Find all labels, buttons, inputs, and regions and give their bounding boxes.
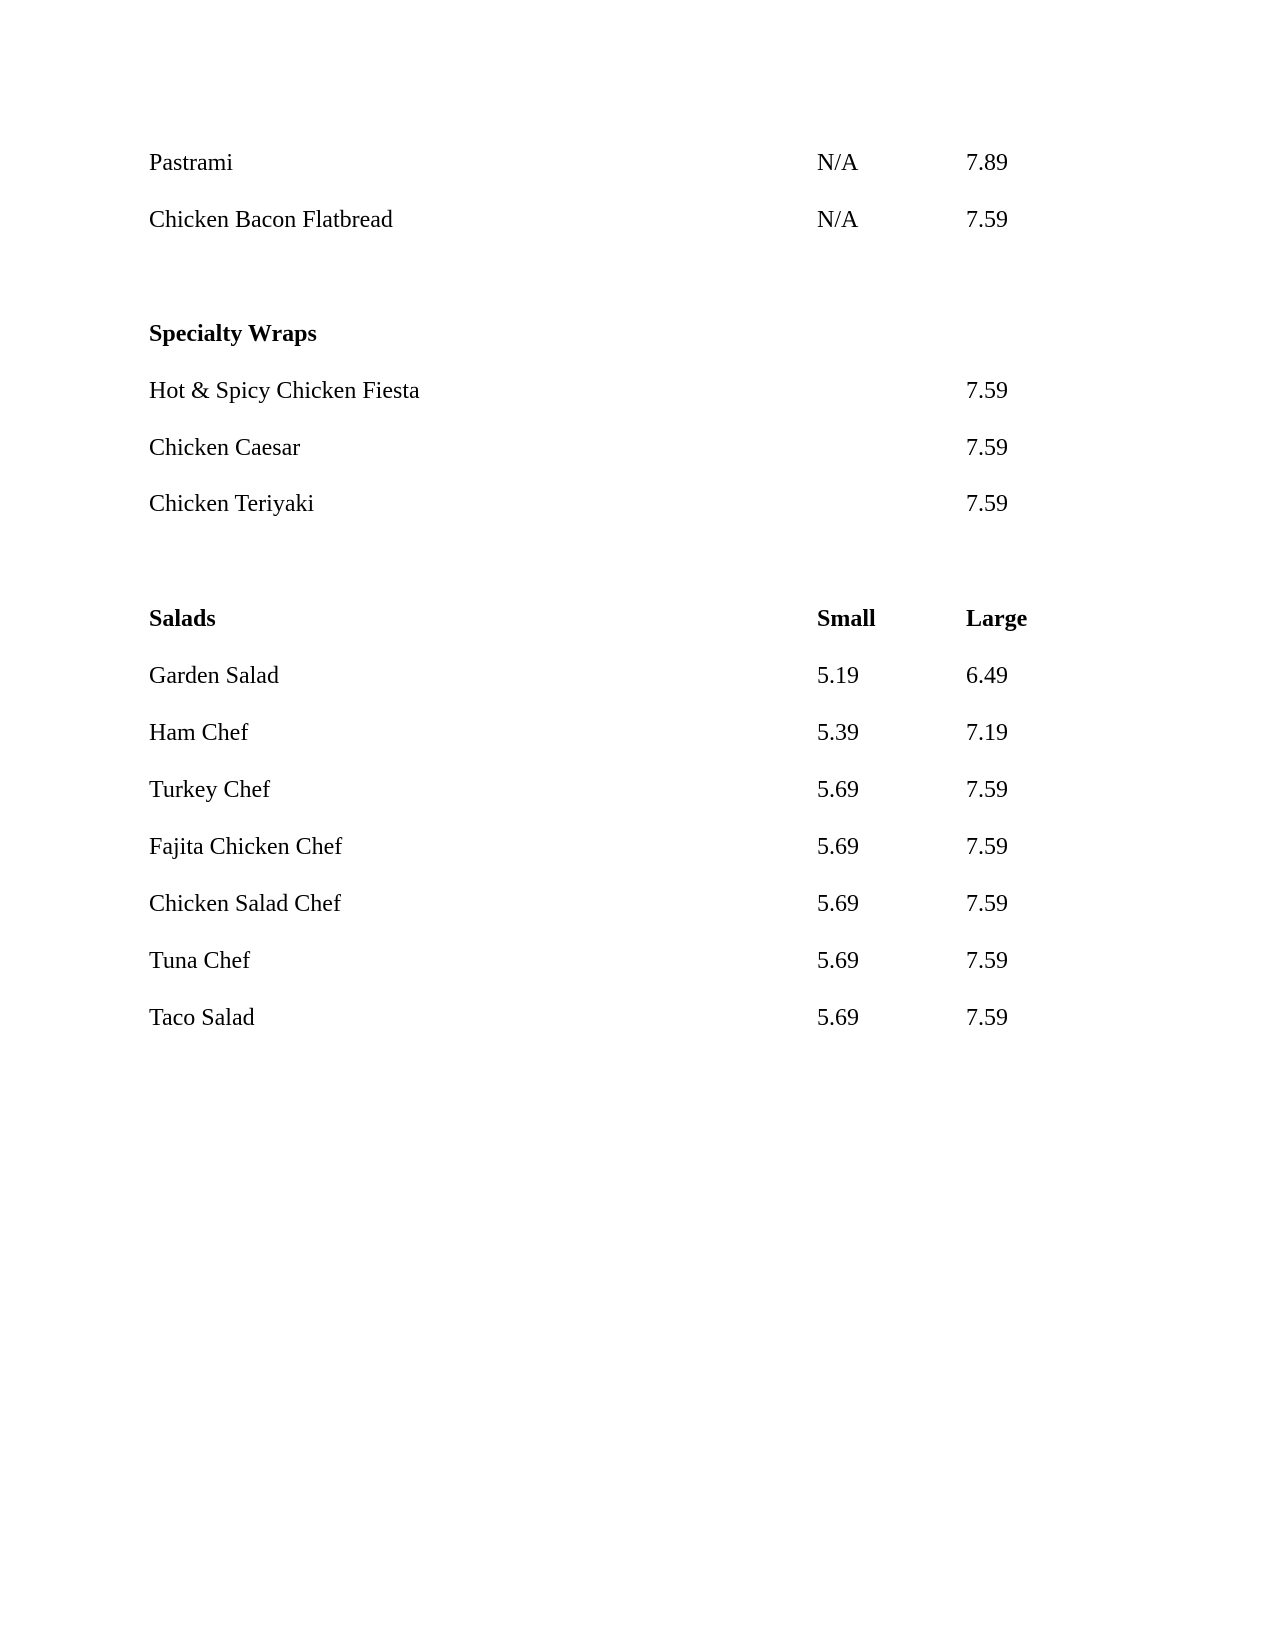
item-name: Chicken Teriyaki [149, 491, 315, 517]
menu-item-row [0, 371, 1275, 411]
section-title: Salads [149, 606, 216, 632]
item-price-small: 5.69 [817, 777, 859, 803]
item-price-large: 7.59 [966, 207, 1008, 233]
column-header-large: Large [966, 606, 1028, 632]
menu-item-row [0, 998, 1275, 1038]
item-name: Fajita Chicken Chef [149, 834, 343, 860]
item-name: Hot & Spicy Chicken Fiesta [149, 378, 420, 404]
menu-item-row [0, 941, 1275, 981]
column-header-small: Small [817, 606, 876, 632]
item-price-small: N/A [817, 207, 859, 233]
item-name: Garden Salad [149, 663, 279, 689]
item-price-large: 6.49 [966, 663, 1008, 689]
menu-item-row [0, 884, 1275, 924]
item-price-large: 7.59 [966, 948, 1008, 974]
item-price-small: 5.69 [817, 948, 859, 974]
section-heading-salads [0, 599, 1275, 639]
item-price-small: 5.19 [817, 663, 859, 689]
item-name: Pastrami [149, 150, 233, 176]
item-name: Taco Salad [149, 1005, 255, 1031]
item-price-large: 7.59 [966, 777, 1008, 803]
item-name: Tuna Chef [149, 948, 251, 974]
item-price-large: 7.59 [966, 834, 1008, 860]
item-price-small: 5.69 [817, 834, 859, 860]
item-name: Chicken Salad Chef [149, 891, 341, 917]
item-name: Ham Chef [149, 720, 249, 746]
item-price-large: 7.59 [966, 891, 1008, 917]
menu-item-row [0, 827, 1275, 867]
item-price-small: 5.69 [817, 1005, 859, 1031]
menu-item-row [0, 200, 1275, 240]
menu-item-row [0, 484, 1275, 524]
item-name: Turkey Chef [149, 777, 271, 803]
item-price: 7.59 [966, 378, 1008, 404]
item-price: 7.59 [966, 435, 1008, 461]
item-name: Chicken Bacon Flatbread [149, 207, 393, 233]
menu-item-row [0, 770, 1275, 810]
item-price-small: 5.69 [817, 891, 859, 917]
item-price-large: 7.59 [966, 1005, 1008, 1031]
section-title: Specialty Wraps [149, 321, 317, 347]
item-price: 7.59 [966, 491, 1008, 517]
item-price-small: 5.39 [817, 720, 859, 746]
menu-item-row [0, 143, 1275, 183]
section-heading-specialty-wraps [0, 314, 1275, 354]
item-name: Chicken Caesar [149, 435, 301, 461]
item-price-large: 7.89 [966, 150, 1008, 176]
menu-item-row [0, 428, 1275, 468]
menu-item-row [0, 713, 1275, 753]
item-price-large: 7.19 [966, 720, 1008, 746]
menu-item-row [0, 656, 1275, 696]
item-price-small: N/A [817, 150, 859, 176]
